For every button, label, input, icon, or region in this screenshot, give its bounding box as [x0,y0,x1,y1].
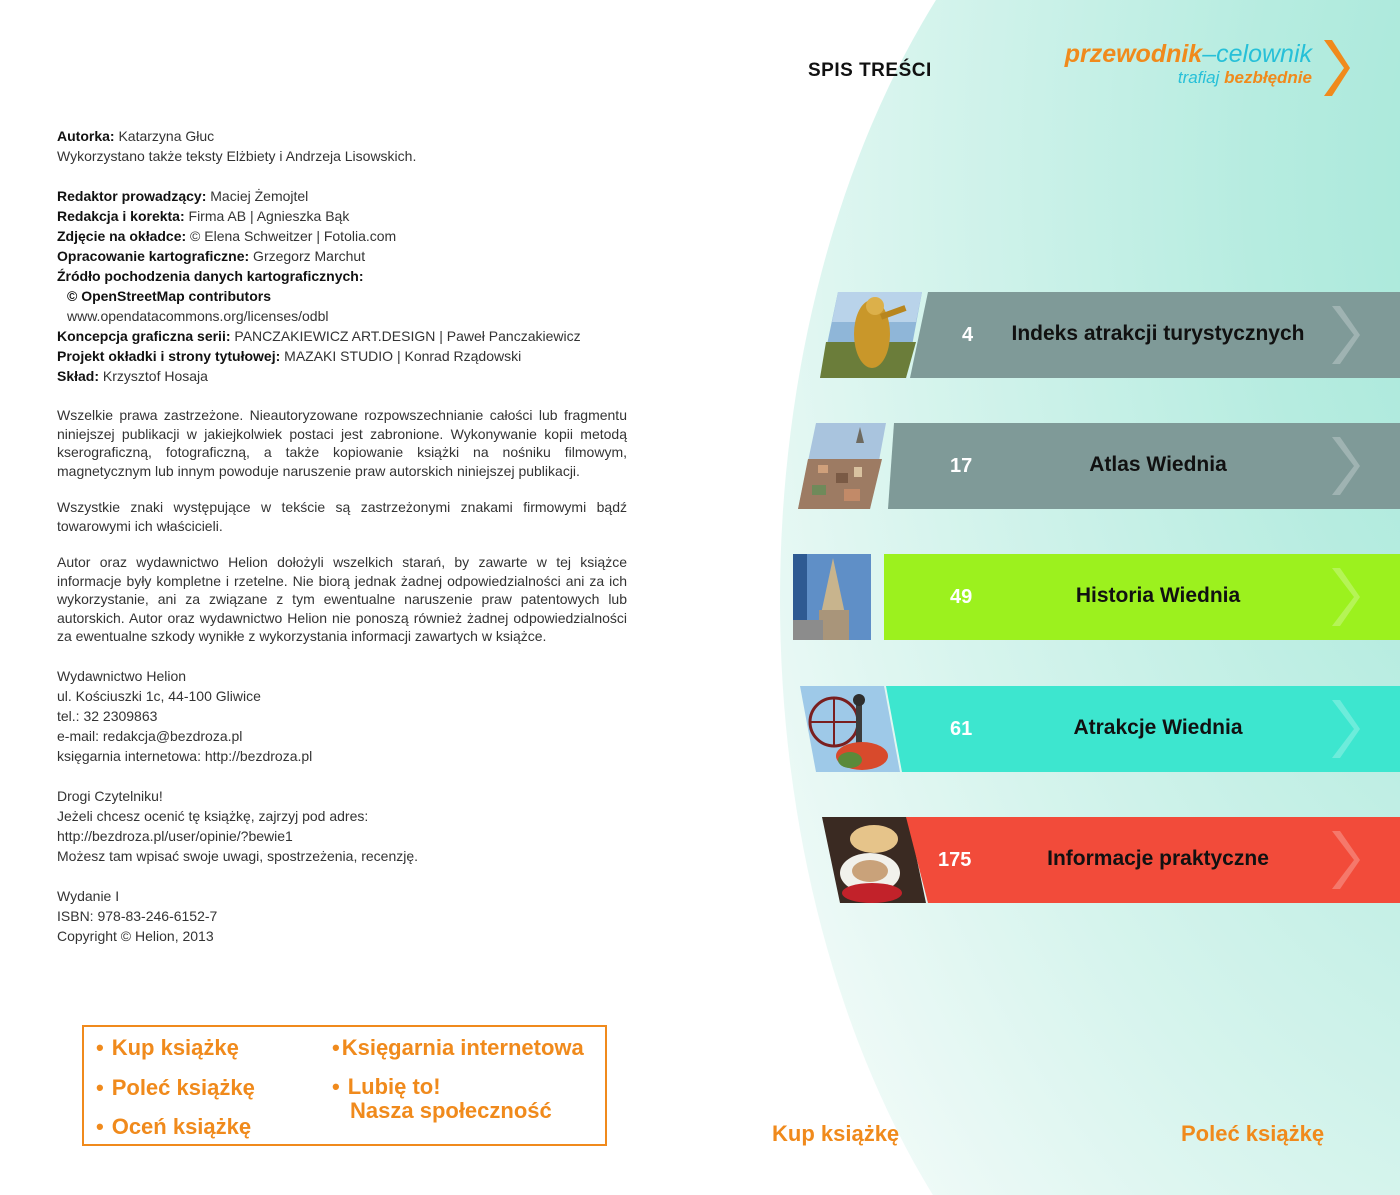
toc-item-page: 61 [950,718,973,740]
chevron-right-icon [1330,435,1360,497]
toc-item-page: 49 [950,586,973,608]
concept-value: PANCZAKIEWICZ ART.DESIGN | Paweł Panczakiewicz [230,328,581,344]
typeset-value: Krzysztof Hosaja [99,368,208,384]
logo-word-trafiaj: trafiaj [1177,68,1225,87]
publisher-address: ul. Kościuszki 1c, 44-100 Gliwice [57,687,261,704]
reader-line1: Jeżeli chcesz ocenić tę książkę, zajrzyj pod adres: [57,807,369,824]
cover-photo-value: © Elena Schweitzer | Fotolia.com [186,228,397,244]
copyright: Copyright © Helion, 2013 [57,927,214,944]
reader-block [57,786,627,866]
toc-item-title: Atrakcje Wiednia [1073,716,1243,739]
publisher-name: Wydawnictwo Helion [57,667,187,684]
publisher-block [57,666,627,766]
recommend-book-link[interactable]: • Poleć książkę [96,1075,255,1100]
toc-title: SPIS TREŚCI [808,60,932,81]
toc-item-2[interactable] [888,423,1400,509]
cover-project-label: Projekt okładki i strony tytułowej: [57,348,281,364]
credits-block [57,126,627,946]
carto-value: Grzegorz Marchut [249,248,366,264]
concept-label: Koncepcja graficzna serii: [57,328,231,344]
toc-item-page: 17 [950,455,973,477]
chevron-right-icon [1330,829,1360,891]
isbn: ISBN: 978-83-246-6152-7 [57,907,218,924]
carto-label: Opracowanie kartograficzne: [57,248,250,264]
community-link[interactable]: Nasza społeczność [350,1098,552,1123]
proof-value: Firma AB | Agnieszka Bąk [184,208,350,224]
cover-project-value: MAZAKI STUDIO | Konrad Rządowski [280,348,522,364]
toc-item-1[interactable] [910,292,1400,378]
footer-buy-link[interactable]: Kup książkę [772,1121,900,1146]
toc-item-5[interactable] [906,817,1400,903]
logo-word-celownik: –celownik [1202,40,1312,68]
osm-credit: © OpenStreetMap contributors [67,288,271,304]
thumbnail-city-panorama [798,423,902,509]
reader-line2: Możesz tam wpisać swoje uwagi, spostrzeżenia, recenzję. [57,847,419,864]
publisher-email: e-mail: redakcja@bezdroza.pl [57,727,243,744]
logo-word-bezbłędnie: bezbłędnie [1224,68,1312,87]
author-label: Autorka: [57,128,115,144]
publisher-shop: księgarnia internetowa: http://bezdroza.pl [57,747,313,764]
toc-item-page: 175 [938,849,972,871]
source-label: Źródło pochodzenia danych kartograficznych: [57,268,364,284]
thumbnail-cathedral [793,554,873,640]
thumbnail-golden-statue [820,292,922,378]
series-logo [1060,38,1350,98]
proof-label: Redakcja i korekta: [57,208,185,224]
edition-block [57,886,627,946]
reader-greeting: Drogi Czytelniku! [57,787,163,804]
chevron-right-icon [1330,566,1360,628]
editor-label: Redaktor prowadzący: [57,188,207,204]
like-link[interactable]: • Lubię to! [332,1074,441,1099]
editor-value: Maciej Żemojtel [206,188,309,204]
author-value: Katarzyna Głuc [114,128,215,144]
online-shop-link[interactable]: •Księgarnia internetowa [332,1035,584,1060]
buy-book-link[interactable]: • Kup książkę [96,1035,239,1060]
license-url: www.opendatacommons.org/licenses/odbl [67,308,329,324]
buy-box [82,1025,607,1146]
toc-item-page: 4 [962,324,974,346]
disclaimer-paragraph: Autor oraz wydawnictwo Helion dołożyli wszelkich starań, by zawarte w tej książce informacje były kompletne i rzetelne. Nie biorą jednak żadnej odpowiedzialności ani za ich wykorzystanie, ani za związane z tym ewentualne naruszenie praw patentowych lub autorskich. Autor oraz wydawnictwo Helion nie ponoszą również żadnej odpowiedzialności za ewentualne szkody wynikłe z wykorzystania informacji zawartych w książce. [57,554,627,644]
thumbnail-ferris-wheel [800,686,900,772]
toc-item-3[interactable] [884,554,1400,640]
toc-item-title: Informacje praktyczne [1047,847,1269,870]
footer-recommend-link[interactable]: Poleć książkę [1181,1121,1325,1146]
cover-photo-label: Zdjęcie na okładce: [57,228,187,244]
logo-word-przewodnik: przewodnik [1064,40,1203,68]
toc-item-4[interactable] [886,686,1400,772]
edition-number: Wydanie I [57,887,120,904]
toc-item-title: Atlas Wiednia [1089,453,1227,476]
also-used-note: Wykorzystano także teksty Elżbiety i Andrzeja Lisowskich. [57,148,417,164]
rate-book-link[interactable]: • Oceń książkę [96,1114,252,1139]
reader-url: http://bezdroza.pl/user/opinie/?bewie1 [57,827,293,844]
typeset-label: Skład: [57,368,100,384]
chevron-right-icon [1330,304,1360,366]
trademarks-paragraph: Wszystkie znaki występujące w tekście są zastrzeżonymi znakami firmowymi bądź towarowymi ich właścicieli. [57,499,627,534]
publisher-phone: tel.: 32 2309863 [57,707,158,724]
rights-paragraph: Wszelkie prawa zastrzeżone. Nieautoryzowane rozpowszechnianie całości lub fragmentu niniejszej publikacji w jakiejkolwiek postaci jest zabronione. Wykonywanie kopii metodą kserograficzną, fotograficzną, a także kopiowanie książki na nośniku filmowym, magnetycznym lub innym powoduje naruszenie praw autorskich niniejszej publikacji. [57,407,627,479]
toc-item-title: Historia Wiednia [1075,584,1241,607]
logo-chevron-icon [1320,38,1350,98]
chevron-right-icon [1330,698,1360,760]
toc-item-title: Indeks atrakcji turystycznych [1011,322,1305,345]
